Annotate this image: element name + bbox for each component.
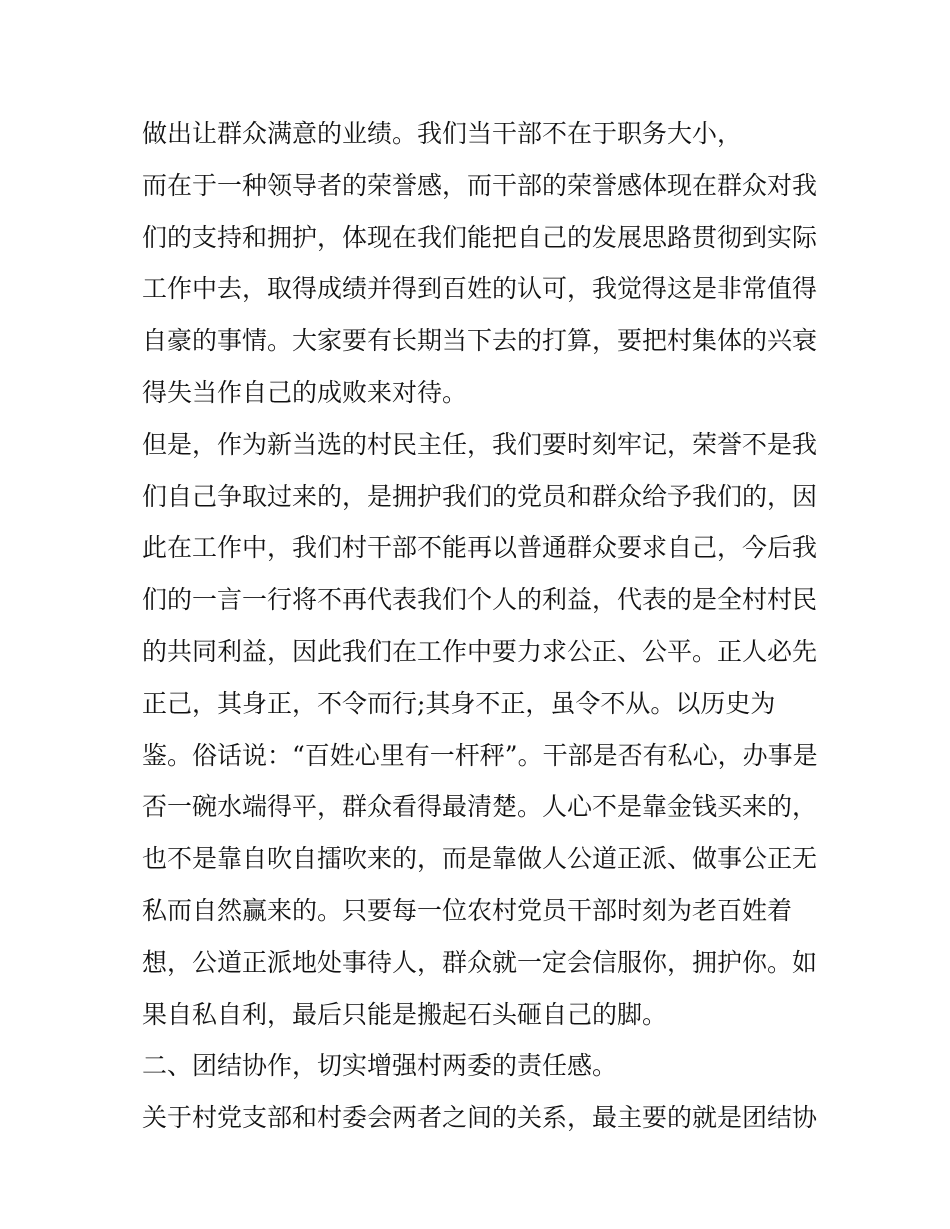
text-line: 但是，作为新当选的村民主任，我们要时刻牢记，荣誉不是我 <box>142 429 818 459</box>
text-line: 此在工作中，我们村干部不能再以普通群众要求自己，今后我 <box>142 533 818 563</box>
text-line: 们的一言一行将不再代表我们个人的利益，代表的是全村村民 <box>142 585 818 615</box>
text-line: 正己，其身正，不令而行;其身不正，虽令不从。以历史为 <box>142 688 776 718</box>
text-line: 私而自然赢来的。只要每一位农村党员干部时刻为老百姓着 <box>142 895 793 925</box>
text-line: 们自己争取过来的，是拥护我们的党员和群众给予我们的，因 <box>142 481 818 511</box>
text-line: 果自私自利，最后只能是搬起石头砸自己的脚。 <box>142 999 668 1029</box>
text-line: 鉴。俗话说：“百姓心里有一杆秤”。干部是否有私心，办事是 <box>142 740 818 770</box>
text-line: 自豪的事情。大家要有长期当下去的打算，要把村集体的兴衰 <box>142 326 818 356</box>
text-line: 而在于一种领导者的荣誉感，而干部的荣誉感体现在群众对我 <box>142 170 818 200</box>
text-line: 关于村党支部和村委会两者之间的关系，最主要的就是团结协 <box>142 1103 818 1133</box>
text-line: 工作中去，取得成绩并得到百姓的认可，我觉得这是非常值得 <box>142 274 818 304</box>
text-line: 也不是靠自吹自擂吹来的，而是靠做人公道正派、做事公正无 <box>142 844 818 874</box>
body-text <box>142 108 822 1144</box>
text-line: 得失当作自己的成败来对待。 <box>142 377 468 407</box>
text-line: 做出让群众满意的业绩。我们当干部不在于职务大小， <box>142 119 743 148</box>
text-line: 的共同利益，因此我们在工作中要力求公正、公平。正人必先 <box>142 636 818 666</box>
section-heading: 二、团结协作，切实增强村两委的责任感。 <box>142 1051 618 1081</box>
text-line: 否一碗水端得平，群众看得最清楚。人心不是靠金钱买来的， <box>142 792 818 822</box>
text-line: 们的支持和拥护，体现在我们能把自己的发展思路贯彻到实际 <box>142 222 818 252</box>
text-line: 想，公道正派地处事待人，群众就一定会信服你，拥护你。如 <box>142 947 818 977</box>
